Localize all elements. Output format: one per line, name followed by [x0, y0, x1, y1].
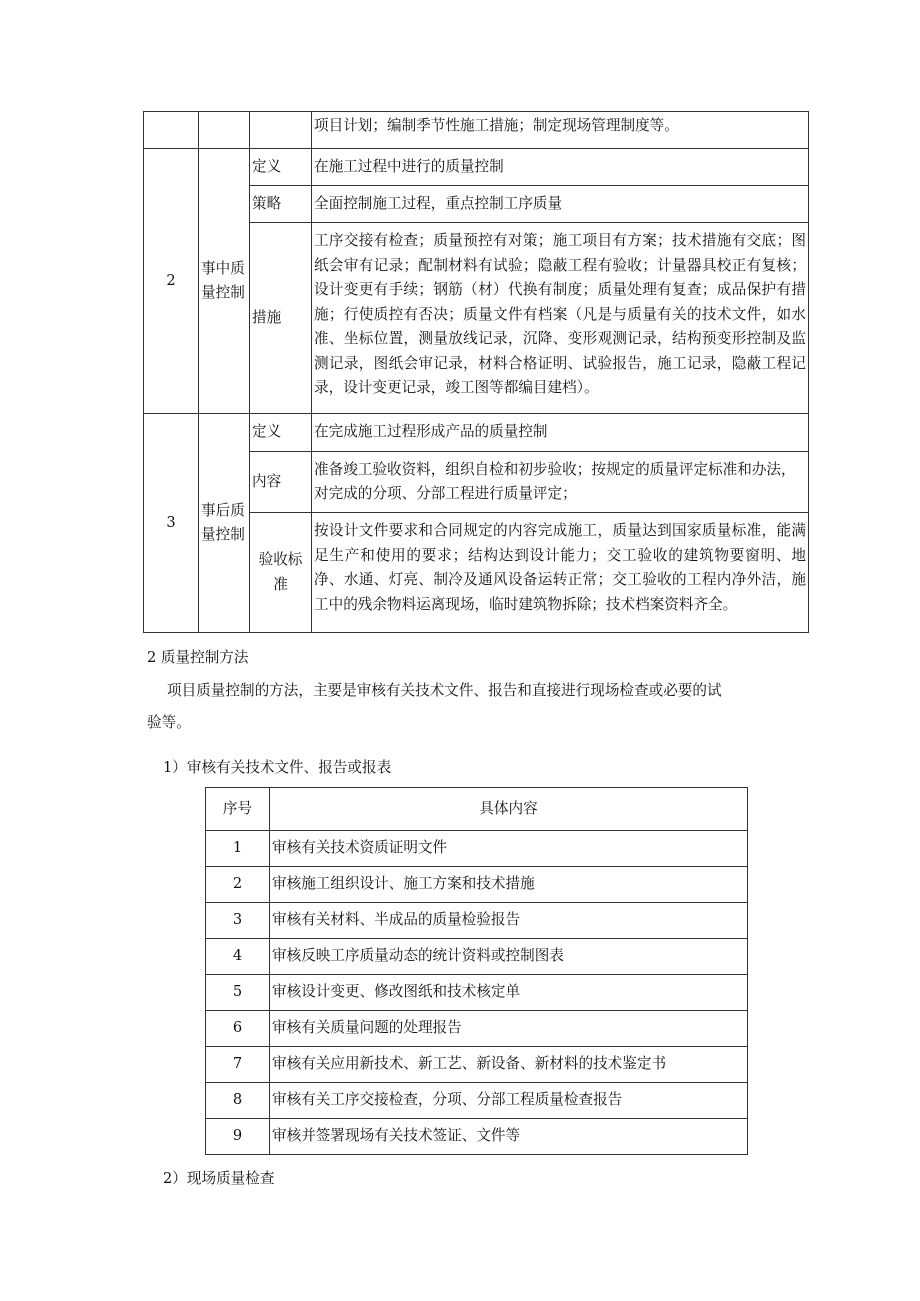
cell-label: 措施 [250, 223, 312, 414]
cell-content: 审核有关质量问题的处理报告 [270, 1011, 748, 1047]
table-row [206, 939, 748, 975]
cell-label: 策略 [250, 186, 312, 223]
cell-label: 定义 [250, 414, 312, 452]
table-header-row [206, 788, 748, 831]
cell-num: 1 [206, 831, 270, 867]
quality-control-phases-table [143, 111, 809, 633]
cell-content: 按设计文件要求和合同规定的内容完成施工，质量达到国家质量标准，能满足生产和使用的要求；结构达到设计能力；交工验收的建筑物要窗明、地净、水通、灯亮、制冷及通风设备运转正常；交工验收的工程内净外洁，施工中的残余物料运离现场，临时建筑物拆除；技术档案资料齐全。 [312, 513, 809, 633]
cell-num: 6 [206, 1011, 270, 1047]
cell-content: 审核施工组织设计、施工方案和技术措施 [270, 867, 748, 903]
section-heading: 2 质量控制方法 [147, 649, 249, 666]
cell-label: 验收标准 [250, 513, 312, 633]
cell-content: 准备竣工验收资料，组织自检和初步验收；按规定的质量评定标准和办法，对完成的分项、分部工程进行质量评定； [312, 452, 809, 513]
cell-num: 4 [206, 939, 270, 975]
paragraph-line: 项目质量控制的方法，主要是审核有关技术文件、报告和直接进行现场检查或必要的试 [167, 682, 722, 699]
cell-content: 项目计划；编制季节性施工措施；制定现场管理制度等。 [312, 112, 809, 149]
cell-phase: 事后质量控制 [199, 414, 250, 633]
paragraph-line: 验等。 [147, 714, 191, 731]
cell-num: 7 [206, 1047, 270, 1083]
table-row [206, 1011, 748, 1047]
cell-phase: 事中质量控制 [199, 149, 250, 414]
cell-num: 5 [206, 975, 270, 1011]
cell-num: 3 [206, 903, 270, 939]
cell-content: 在施工过程中进行的质量控制 [312, 149, 809, 186]
table-row [206, 975, 748, 1011]
table-row [206, 903, 748, 939]
table-row [144, 149, 809, 186]
cell-content: 审核并签署现场有关技术签证、文件等 [270, 1119, 748, 1155]
cell-num: 9 [206, 1119, 270, 1155]
cell-content: 全面控制施工过程，重点控制工序质量 [312, 186, 809, 223]
cell-content: 审核有关工序交接检查，分项、分部工程质量检查报告 [270, 1083, 748, 1119]
cell-num: 2 [206, 867, 270, 903]
cell-content: 审核反映工序质量动态的统计资料或控制图表 [270, 939, 748, 975]
cell-num: 3 [144, 414, 199, 633]
cell-content: 工序交接有检查；质量预控有对策；施工项目有方案；技术措施有交底；图纸会审有记录；配制材料有试验；隐蔽工程有验收；计量器具校正有复核；设计变更有手续；钢筋（材）代换有制度；质量处理有复查；成品保护有措施；行使质控有否决；质量文件有档案（凡是与质量有关的技术文件，如水准、坐标位置，测量放线记录，沉降、变形观测记录，结构预变形控制及监测记录，图纸会审记录，材料合格证明、试验报告，施工记录，隐蔽工程记录，设计变更记录，竣工图等都编目建档）。 [312, 223, 809, 414]
cell-content: 审核有关应用新技术、新工艺、新设备、新材料的技术鉴定书 [270, 1047, 748, 1083]
table-row [144, 414, 809, 452]
cell-content: 审核设计变更、修改图纸和技术核定单 [270, 975, 748, 1011]
table-row [144, 112, 809, 149]
cell-label: 定义 [250, 149, 312, 186]
cell-label: 内容 [250, 452, 312, 513]
cell-content: 在完成施工过程形成产品的质量控制 [312, 414, 809, 452]
review-documents-table [205, 787, 748, 1155]
cell-num: 8 [206, 1083, 270, 1119]
table-row [206, 1083, 748, 1119]
table-row [206, 1047, 748, 1083]
header-cell: 具体内容 [270, 788, 748, 831]
cell-num: 2 [144, 149, 199, 414]
table-row [206, 867, 748, 903]
header-cell: 序号 [206, 788, 270, 831]
cell-content: 审核有关技术资质证明文件 [270, 831, 748, 867]
table-row [206, 831, 748, 867]
cell-content: 审核有关材料、半成品的质量检验报告 [270, 903, 748, 939]
subheading: 2）现场质量检查 [163, 1170, 275, 1187]
table-row [206, 1119, 748, 1155]
subheading: 1）审核有关技术文件、报告或报表 [163, 759, 392, 776]
